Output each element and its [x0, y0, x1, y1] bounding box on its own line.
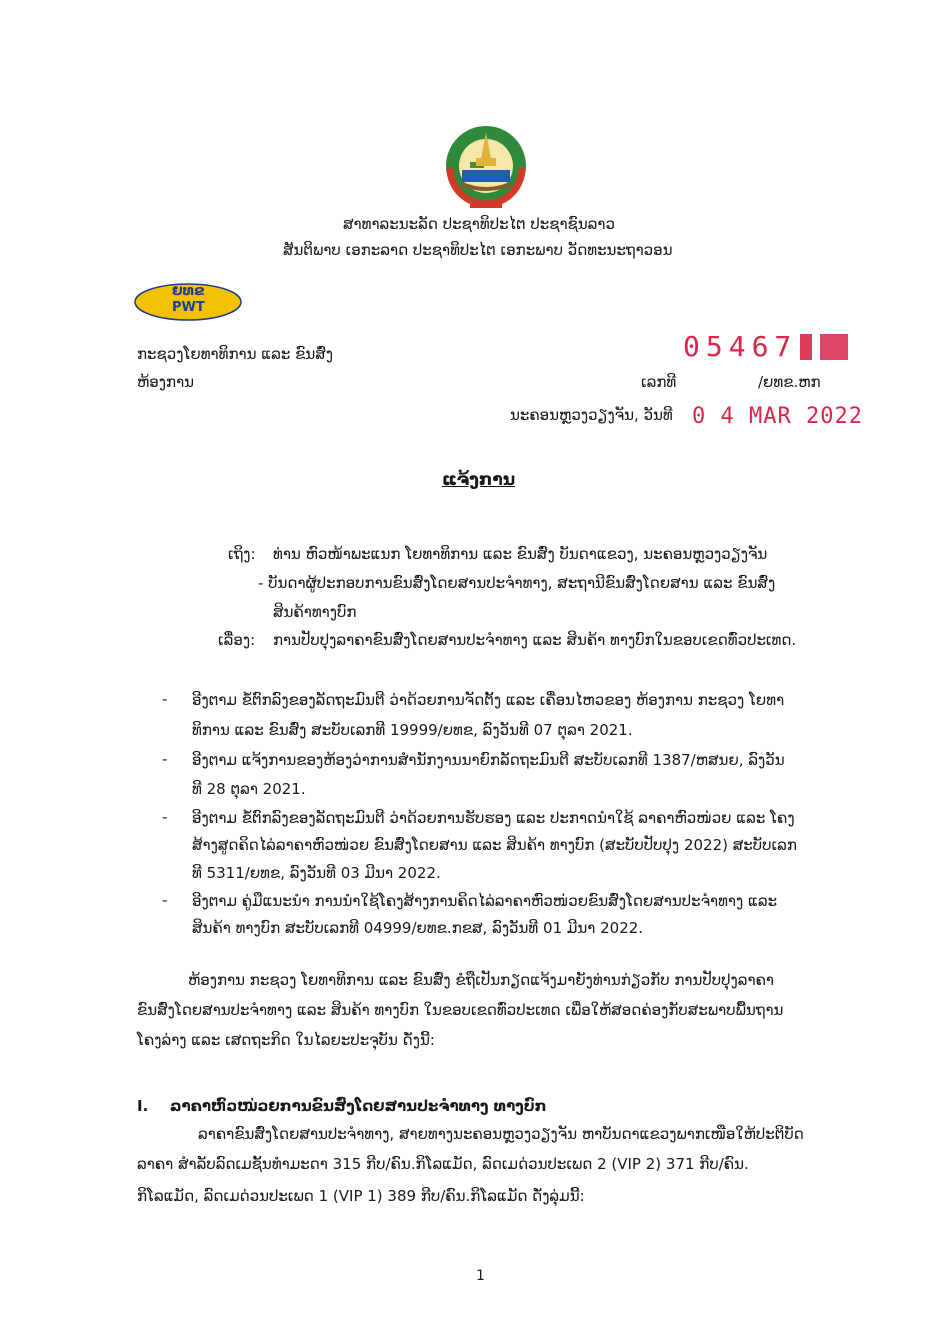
reference-1-line-2: ທິການ ແລະ ຂົນສົ່ງ ສະບັບເລກທີ 19999/ຍທຂ, ລົງວັນທີ 07 ຕຸລາ 2021.: [192, 721, 633, 739]
reference-3-line-1: ອີງຕາມ ຂໍ້ຕົກລົງຂອງລັດຖະມົນຕີ ວ່າດ້ວຍການຮັບຮອງ ແລະ ປະກາດນຳໃຊ້ ລາຄາຫົວໜ່ວຍ ແລະ ໂຄງ: [192, 809, 795, 827]
ministry-logo-lao: ຍທຂ: [172, 283, 205, 299]
reference-1-line-1: ອີງຕາມ ຂໍ້ຕົກລົງຂອງລັດຖະມົນຕີ ວ່າດ້ວຍການຈັດຕັ້ງ ແລະ ເຄື່ອນໄຫວຂອງ ຫ້ອງການ ກະຊວງ ໂຍທາ: [192, 691, 785, 709]
office-name: ຫ້ອງການ: [137, 373, 195, 391]
section-line-1: ລາຄາຂົນສົ່ງໂດຍສານປະຈຳທາງ, ສາຍທາງນະຄອນຫຼວງວຽງຈັນ ຫາບັນດາແຂວງພາກເໜືອໃຫ້ປະຕິບັດ: [198, 1125, 804, 1143]
stamp-mark: [800, 334, 812, 360]
subject-text: ການປັບປຸງລາຄາຂົນສົ່ງໂດຍສານປະຈຳທາງ ແລະ ສິນຄ້າ ທາງບົກໃນຂອບເຂດທົ່ວປະເທດ.: [273, 631, 797, 649]
number-label: ເລກທີ: [641, 373, 677, 391]
reference-2-line-2: ທີ 28 ຕຸລາ 2021.: [192, 780, 306, 798]
to-line-3: ສິນຄ້າທາງບົກ: [273, 603, 357, 621]
to-line-1: ທ່ານ ຫົວໜ້າພະແນກ ໂຍທາທິການ ແລະ ຂົນສົ່ງ ບັນດາແຂວງ, ນະຄອນຫຼວງວຽງຈັນ: [273, 545, 768, 563]
page-number: 1: [476, 1268, 485, 1284]
to-label: ເຖິງ:: [228, 545, 256, 563]
national-motto: ສັນຕິພາບ ເອກະລາດ ປະຊາທິປະໄຕ ເອກະພາບ ວັດທະນະຖາວອນ: [283, 241, 673, 259]
bullet-dash: -: [162, 808, 168, 826]
intro-line-2: ຂົນສົ່ງໂດຍສານປະຈຳທາງ ແລະ ສິນຄ້າ ທາງບົກ ໃນຂອບເຂດທົ່ວປະເທດ ເພື່ອໃຫ້ສອດຄ່ອງກັບສະພາບພື້ນຖານ: [137, 1001, 784, 1019]
reference-4-line-1: ອີງຕາມ ຄູ່ມືແນະນຳ ການນຳໃຊ້ໂຄງສ້າງການຄິດໄລ່ລາຄາຫົວໜ່ວຍຂົນສົ່ງໂດຍສານປະຈຳທາງ ແລະ: [192, 892, 778, 910]
to-line-2: - ບັນດາຜູ້ປະກອບການຂົນສົ່ງໂດຍສານປະຈຳທາງ, ສະຖານີຂົນສົ່ງໂດຍສານ ແລະ ຂົນສົ່ງ: [258, 574, 776, 592]
number-suffix: /ຍທຂ.ຫກ: [758, 373, 821, 391]
national-emblem-icon: [440, 118, 532, 210]
subject-label: ເລື່ອງ:: [218, 631, 256, 649]
bullet-dash: -: [162, 690, 168, 708]
stamp-mark-2: [820, 334, 848, 360]
section-line-3: ກິໂລແມັດ, ລົດເມດ່ວນປະເພດ 1 (VIP 1) 389 ກີບ/ຄົນ.ກິໂລແມັດ ດັ່ງລຸ່ມນີ້:: [137, 1187, 585, 1205]
ministry-logo: [132, 282, 244, 322]
section-number: I.: [137, 1097, 149, 1115]
ministry-logo-latin: PWT: [172, 300, 205, 315]
reference-4-line-2: ສິນຄ້າ ທາງບົກ ສະບັບເລກທີ 04999/ຍທຂ.ກຂສ, ລົງວັນທີ 01 ມີນາ 2022.: [192, 919, 644, 937]
intro-line-3: ໂຄງລ່າງ ແລະ ເສດຖະກິດ ໃນໄລຍະປະຈຸບັນ ດັ່ງນີ້:: [137, 1031, 435, 1049]
stamp-date: 0 4 MAR 2022: [692, 404, 863, 429]
reference-2-line-1: ອີງຕາມ ແຈ້ງການຂອງຫ້ອງວ່າການສຳນັກງານນາຍົກລັດຖະມົນຕີ ສະບັບເລກທີ 1387/ຫສນຍ, ລົງວັນ: [192, 751, 785, 769]
intro-line-1: ຫ້ອງການ ກະຊວງ ໂຍທາທິການ ແລະ ຂົນສົ່ງ ຂໍຖືເປັນກຽດແຈ້ງມາຍັງທ່ານກ່ຽວກັບ ການປັບປຸງລາຄາ: [188, 971, 774, 989]
country-name: ສາທາລະນະລັດ ປະຊາທິປະໄຕ ປະຊາຊົນລາວ: [343, 215, 615, 233]
document-title: ແຈ້ງການ: [442, 470, 516, 490]
place-date-label: ນະຄອນຫຼວງວຽງຈັນ, ວັນທີ: [510, 406, 673, 424]
bullet-dash: -: [162, 891, 168, 909]
section-title: ລາຄາຫົວໜ່ວຍການຂົນສົ່ງໂດຍສານປະຈຳທາງ ທາງບົກ: [170, 1097, 547, 1115]
section-line-2: ລາຄາ ສຳລັບລົດເມຊັ້ນທຳມະດາ 315 ກີບ/ຄົນ.ກິໂລແມັດ, ລົດເມດ່ວນປະເພດ 2 (VIP 2) 371 ກີບ/ຄົນ.: [137, 1155, 749, 1173]
bullet-dash: -: [162, 750, 168, 768]
reference-3-line-2: ສ້າງສູດຄິດໄລ່ລາຄາຫົວໜ່ວຍ ຂົນສົ່ງໂດຍສານ ແລະ ສິນຄ້າ ທາງບົກ (ສະບັບປັບປຸງ 2022) ສະບັບເລກ: [192, 836, 797, 854]
ministry-name: ກະຊວງໂຍທາທິການ ແລະ ຂົນສົ່ງ: [137, 345, 334, 363]
stamp-number: 05467: [683, 330, 798, 363]
reference-3-line-3: ທີ 5311/ຍທຂ, ລົງວັນທີ 03 ມີນາ 2022.: [192, 864, 441, 882]
